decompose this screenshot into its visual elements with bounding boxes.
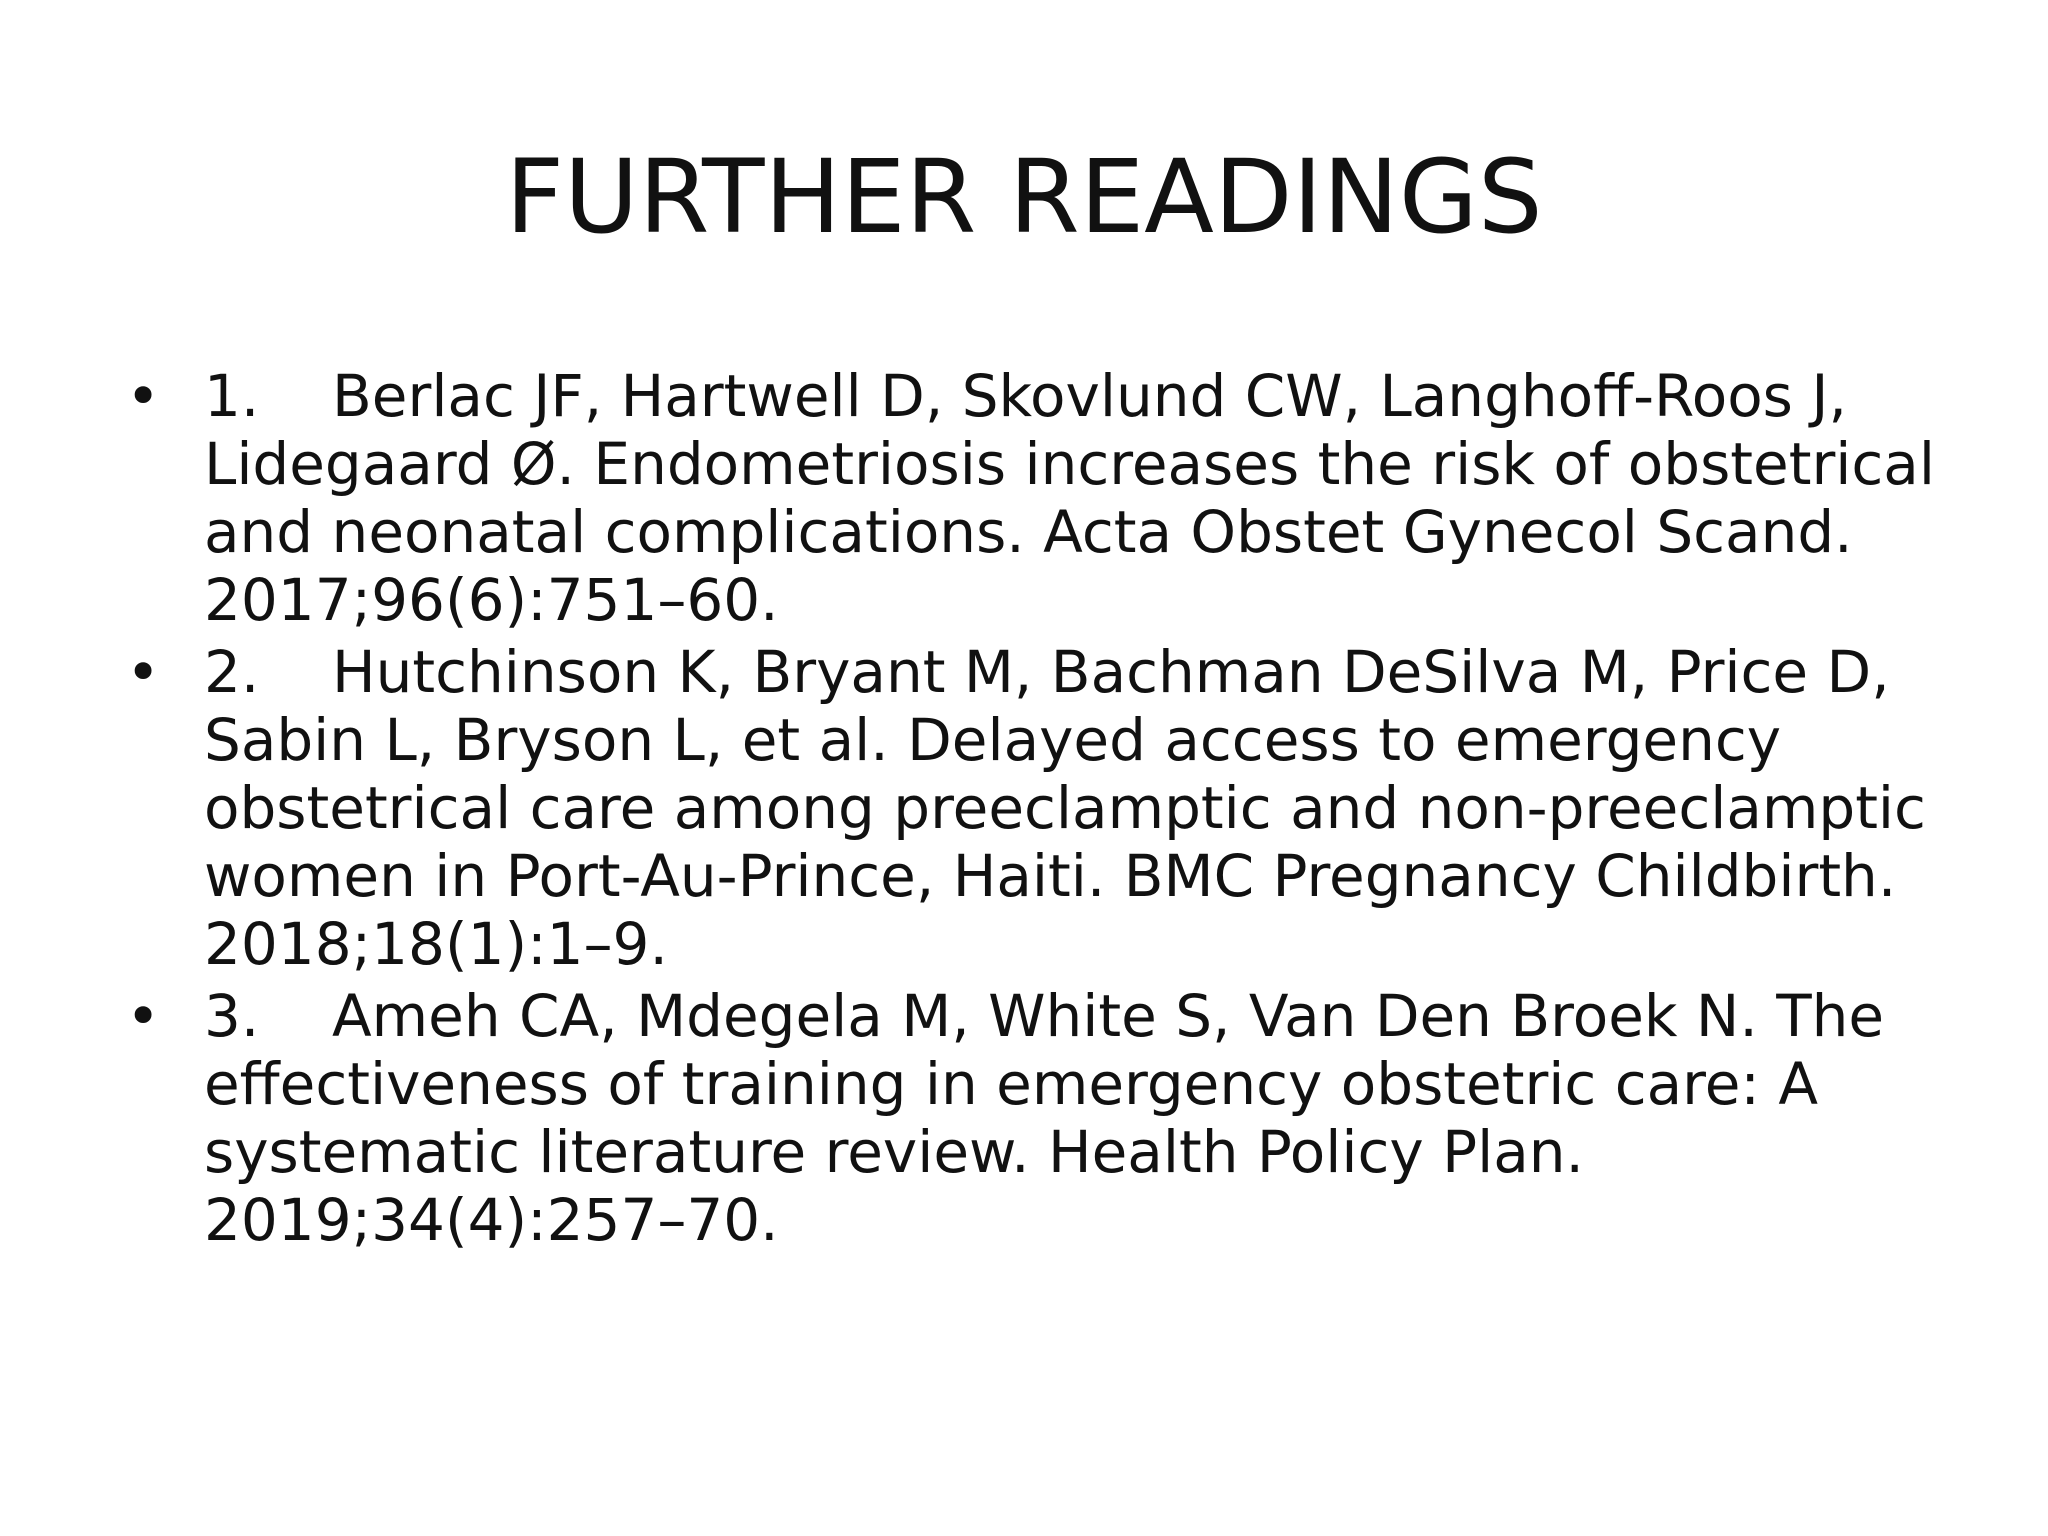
reference-number: 1. bbox=[204, 362, 260, 430]
bullet-icon: • bbox=[126, 362, 161, 430]
reference-item bbox=[120, 638, 1950, 978]
bullet-icon: • bbox=[126, 638, 161, 706]
reference-text: Ameh CA, Mdegela M, White S, Van Den Broek N. The effectiveness of training in emergency obstetric care: A systematic literature review. Health Policy Plan. 2019;34(4):257–70. bbox=[204, 982, 1885, 1254]
reference-text: Hutchinson K, Bryant M, Bachman DeSilva M, Price D, Sabin L, Bryson L, et al. Delayed access to emergency obstetrical care among preeclamptic and non-preeclamptic women in Port-Au-Prince, Haiti. BMC Pregnancy Childbirth. 2018;18(1):1–9. bbox=[204, 638, 1926, 978]
reference-item bbox=[120, 362, 1950, 634]
reference-list bbox=[120, 362, 1950, 1258]
reference-text: Berlac JF, Hartwell D, Skovlund CW, Langhoff-Roos J, Lidegaard Ø. Endometriosis increases the risk of obstetrical and neonatal complications. Acta Obstet Gynecol Scand. 2017;96(6):751–60. bbox=[204, 362, 1935, 634]
slide-title: FURTHER READINGS bbox=[505, 138, 1543, 257]
reference-item bbox=[120, 982, 1950, 1254]
bullet-icon: • bbox=[126, 982, 161, 1050]
reference-number: 2. bbox=[204, 638, 260, 706]
reference-number: 3. bbox=[204, 982, 260, 1050]
